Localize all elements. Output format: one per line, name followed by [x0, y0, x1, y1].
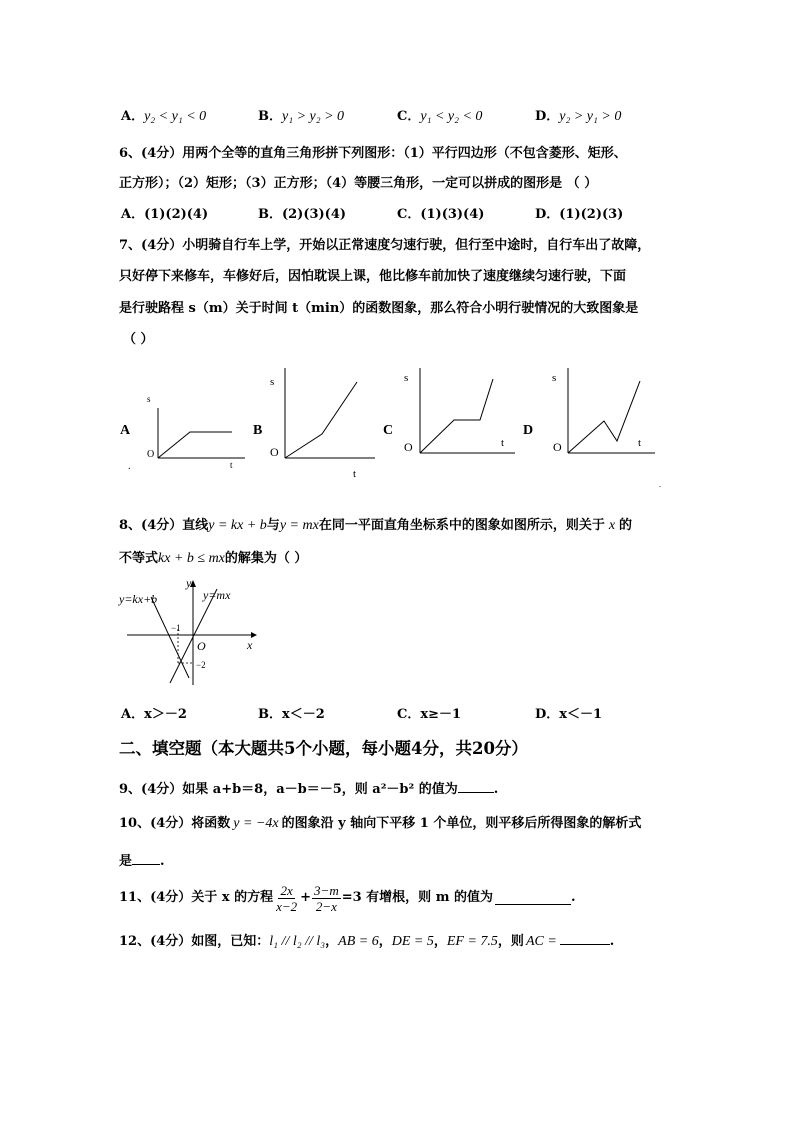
- q9-answer-blank[interactable]: [458, 779, 494, 793]
- q9-text: 9、(4分）如果 a+b＝8，a－b＝－5，则 a²－b² 的值为: [119, 782, 458, 797]
- q5-option-b-math: y₁ > y₂ > 0: [282, 109, 345, 124]
- q7-graph-d-label: D: [523, 423, 534, 438]
- q8-line-2-post: 的解集为（ ）: [224, 551, 308, 566]
- q8-var-x: x: [608, 518, 616, 533]
- q10-end: .: [160, 854, 165, 869]
- q7-graph-a: [120, 394, 245, 472]
- q7-graph-a-o: O: [147, 449, 155, 460]
- q9-end: .: [493, 782, 499, 797]
- q8-line-1: [119, 517, 632, 535]
- q8-option-c: C．x≥－1: [397, 707, 462, 722]
- q8-tick-neg1: −1: [171, 623, 181, 633]
- q8-label-x: x: [247, 638, 253, 652]
- q11-fraction-2-numerator: 3−m: [314, 882, 339, 898]
- q11-post: =3 有增根，则 m 的值为: [341, 890, 493, 905]
- q8-inequality: kx + b ≤ mx: [158, 551, 225, 566]
- q5-option-d-math: y₂ > y₁ > 0: [559, 109, 622, 124]
- q7-graph-d-line: [568, 381, 640, 453]
- q8-line-kx-b: [151, 597, 189, 678]
- q8-label-y: y: [186, 576, 192, 590]
- q8-line-2: [119, 550, 307, 568]
- q7-graph-b-o: O: [270, 445, 279, 459]
- q7-line-1: 7、(4分）小明骑自行车上学，开始以正常速度匀速行驶，但行至中途时，自行车出了故障，: [119, 238, 651, 253]
- q5-option-c-label: C．: [397, 109, 421, 124]
- q6-line-1: 6、(4分）用两个全等的直角三角形拼下列图形：（1）平行四边形（不包含菱形、矩形、: [119, 146, 627, 161]
- q7-graph-d-dot: .: [659, 480, 661, 489]
- q5-option-a-label: A．: [121, 109, 145, 124]
- q5-option-a-math: y₂ < y₁ < 0: [144, 109, 207, 124]
- q11-fraction-1-numerator: 2x: [280, 882, 293, 898]
- q7-graph-b-label: B: [253, 423, 263, 438]
- q12-pre: 12、(4分）如图，已知：: [119, 934, 270, 949]
- q7-graph-b-t: t: [353, 468, 357, 480]
- q8-option-b: B．x＜－2: [258, 707, 325, 722]
- q12-de: DE = 5: [391, 934, 434, 949]
- q12-comma-2: ，: [378, 934, 392, 949]
- q8-option-a: A．x＞－2: [121, 707, 187, 722]
- q8-label-line-mx: y=mx: [203, 588, 231, 602]
- q11-plus: +: [300, 890, 312, 905]
- q8-eq-2: y = mx: [279, 518, 319, 533]
- q7-graph-a-label: A: [120, 423, 131, 438]
- q7-graph-c-o: O: [404, 440, 413, 454]
- q11-fraction-2-denominator: 2−x: [315, 898, 337, 914]
- q7-graph-c-label: C: [383, 423, 394, 438]
- q10-answer-blank[interactable]: [132, 851, 160, 865]
- q10-line-1-post: 的图象沿 y 轴向下平移 1 个单位，则平移后所得图象的解析式: [281, 816, 642, 831]
- q7-graphs: [110, 360, 670, 490]
- q8-figure: [115, 575, 265, 690]
- q7-graph-d-t: t: [638, 437, 642, 449]
- q8-line-1-mid: 与: [266, 518, 280, 533]
- q11-pre: 11、(4分）关于 x 的方程: [119, 890, 274, 905]
- q8-eq-1: y = kx + b: [208, 518, 267, 533]
- q5-option-d-label: D．: [535, 109, 560, 124]
- q8-label-origin: O: [197, 639, 206, 653]
- q12-parallel-lines: l₁ // l₂ // l₃: [269, 934, 326, 949]
- q5-option-c-math: y₁ < y₂ < 0: [420, 109, 483, 124]
- q5-option-b-label: B．: [258, 109, 282, 124]
- q8-line-1-post: 在同一平面直角坐标系中的图象如图所示，则关于: [318, 518, 605, 533]
- q11-end: .: [571, 890, 576, 905]
- q5-option-b: [258, 108, 344, 126]
- q5-option-c: [397, 108, 482, 126]
- q7-graph-a-t: t: [230, 460, 233, 470]
- q11-line: [119, 876, 576, 920]
- q12-ab: AB = 6: [338, 934, 379, 949]
- q7-graph-c-t: t: [501, 437, 505, 449]
- q12-line: [119, 931, 614, 951]
- q7-graph-c-s: s: [404, 372, 409, 384]
- q7-line-3: 是行驶路程 s（m）关于时间 t（min）的函数图象，那么符合小明行驶情况的大致图象是: [119, 301, 639, 316]
- q7-graph-d-s: s: [552, 372, 557, 384]
- q11-fraction-1-denominator: x−2: [276, 898, 298, 914]
- q8-line-1-end: 的: [619, 518, 633, 533]
- q7-graph-b-line: [285, 382, 357, 458]
- q6-option-a: A．(1)(2)(4): [121, 207, 209, 222]
- q12-comma-1: ，: [325, 934, 339, 949]
- q10-line-2: [119, 851, 165, 871]
- q8-label-line-kx-b: y=kx+b: [119, 592, 158, 606]
- q8-tick-neg2: −2: [196, 660, 206, 670]
- q10-line-2-pre: 是: [119, 854, 133, 869]
- q10-eq: y = −4x: [233, 816, 279, 831]
- q7-graph-d-o: O: [553, 440, 562, 454]
- q7-graph-a-dot: .: [128, 461, 131, 472]
- q9-line: [119, 779, 498, 799]
- q12-comma-3: ，: [433, 934, 447, 949]
- q7-line-2: 只好停下来修车，车修好后，因怕耽误上课，他比修车前加快了速度继续匀速行驶，下面: [119, 269, 627, 284]
- section-2-heading: 二、填空题（本大题共5个小题，每小题4分，共20分）: [119, 739, 528, 758]
- q11-answer-blank[interactable]: [495, 891, 571, 905]
- q6-option-b: B．(2)(3)(4): [258, 207, 347, 222]
- q12-comma-4: ，则: [497, 934, 524, 949]
- q10-line-1-pre: 10、(4分）将函数: [119, 816, 231, 831]
- q7-graph-c: [383, 368, 515, 454]
- q12-answer-blank[interactable]: [560, 931, 610, 945]
- q8-line-1-pre: 8、(4分）直线: [119, 518, 209, 533]
- q12-ef: EF = 7.5: [446, 934, 498, 949]
- q11-fraction-2: [312, 883, 341, 914]
- q12-ac: AC =: [525, 934, 557, 949]
- q7-graph-b-s: s: [270, 376, 275, 388]
- q8-option-d: D．x＜－1: [535, 707, 603, 722]
- q5-option-a: [121, 108, 206, 126]
- q11-fraction-1: [274, 883, 299, 914]
- q7-graph-c-line: [420, 379, 493, 453]
- q6-option-d: D．(1)(2)(3): [535, 207, 624, 222]
- q8-line-2-pre: 不等式: [119, 551, 159, 566]
- q10-line-1: [119, 815, 641, 833]
- q12-end: .: [609, 934, 615, 949]
- q7-graph-a-line: [158, 432, 232, 458]
- q7-graph-d: [523, 368, 661, 489]
- q7-graph-a-s: s: [147, 394, 151, 404]
- q6-line-2: 正方形）；（2）矩形；（3）正方形；（4）等腰三角形，一定可以拼成的图形是 （ ）: [119, 176, 598, 191]
- q7-graph-b: [253, 368, 375, 480]
- q6-option-c: C．(1)(3)(4): [397, 207, 485, 222]
- q7-line-4: （ ）: [123, 332, 154, 347]
- q5-option-d: [535, 108, 621, 126]
